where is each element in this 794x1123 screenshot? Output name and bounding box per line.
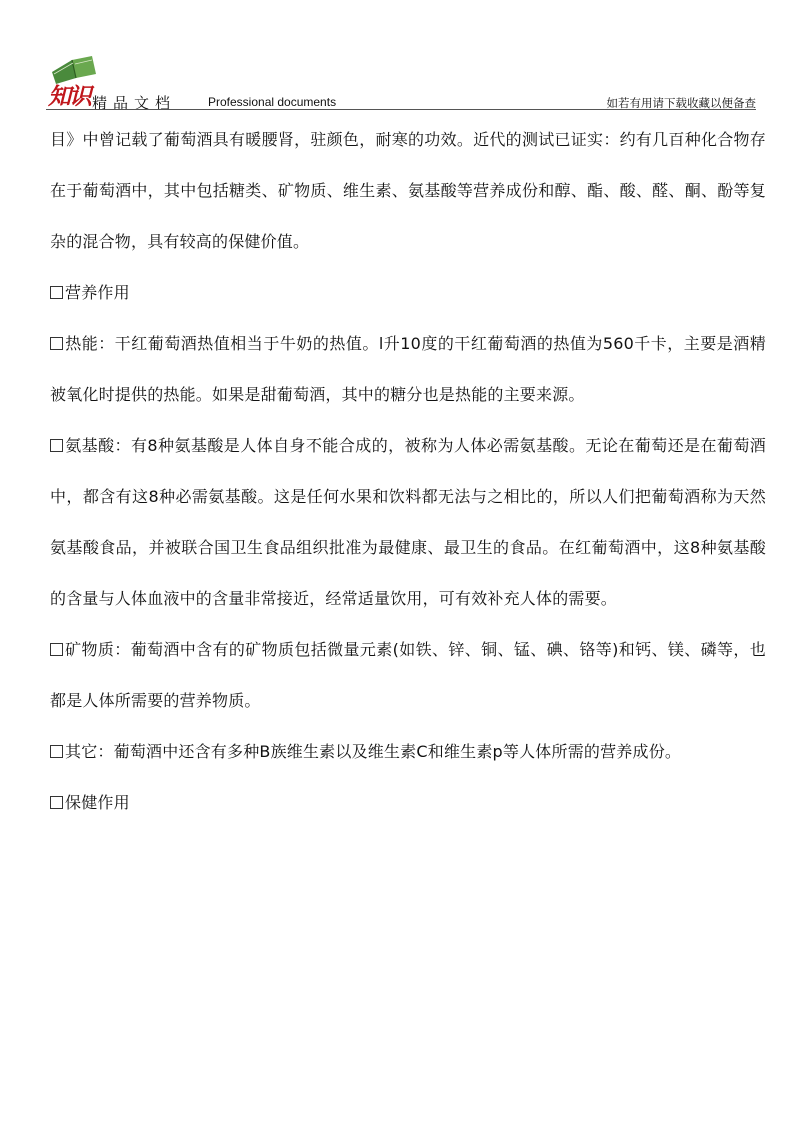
checkbox-icon [50, 286, 63, 299]
checkbox-icon [50, 796, 63, 809]
paragraph-text: 目》中曾记载了葡萄酒具有暖腰肾，驻颜色，耐寒的功效。近代的测试已证实：约有几百种化合物存在于葡萄酒中，其中包括糖类、矿物质、维生素、氨基酸等营养成份和醇、酯、酸、醛、酮、酚等复杂的混合物，具有较高的保健价值。 [50, 130, 766, 251]
header-note: 如若有用请下载收藏以便备查 [606, 96, 756, 110]
header-title-en: Professional documents [208, 95, 337, 109]
logo-text: 知识 [48, 83, 90, 110]
paragraph-text: 矿物质：葡萄酒中含有的矿物质包括微量元素(如铁、锌、铜、锰、碘、铬等)和钙、镁、磷等，也都是人体所需要的营养物质。 [50, 640, 766, 710]
header-divider [46, 109, 756, 110]
paragraph [50, 318, 766, 420]
checkbox-icon [50, 439, 63, 452]
paragraph-text: 营养作用 [65, 283, 130, 302]
paragraph [50, 624, 766, 726]
checkbox-icon [50, 745, 63, 758]
checkbox-icon [50, 337, 63, 350]
checkbox-icon [50, 643, 63, 656]
header-title-cn: 精品文档 [92, 94, 177, 112]
paragraph [50, 726, 766, 777]
paragraph-text: 热能：干红葡萄酒热值相当于牛奶的热值。l升10度的干红葡萄酒的热值为560千卡，主要是酒精被氧化时提供的热能。如果是甜葡萄酒，其中的糖分也是热能的主要来源。 [50, 334, 766, 404]
paragraph [50, 267, 766, 318]
paragraph [50, 420, 766, 624]
page-header [46, 50, 756, 110]
paragraph [50, 777, 766, 828]
paragraph-text: 保健作用 [65, 793, 130, 812]
paragraph [50, 114, 766, 267]
document-body [50, 114, 766, 828]
paragraph-text: 氨基酸：有8种氨基酸是人体自身不能合成的，被称为人体必需氨基酸。无论在葡萄还是在葡萄酒中，都含有这8种必需氨基酸。这是任何水果和饮料都无法与之相比的，所以人们把葡萄酒称为天然氨基酸食品，并被联合国卫生食品组织批准为最健康、最卫生的食品。在红葡萄酒中，这8种氨基酸的含量与人体血液中的含量非常接近，经常适量饮用，可有效补充人体的需要。 [50, 436, 766, 608]
paragraph-text: 其它：葡萄酒中还含有多种B族维生素以及维生素C和维生素p等人体所需的营养成份。 [65, 742, 682, 761]
